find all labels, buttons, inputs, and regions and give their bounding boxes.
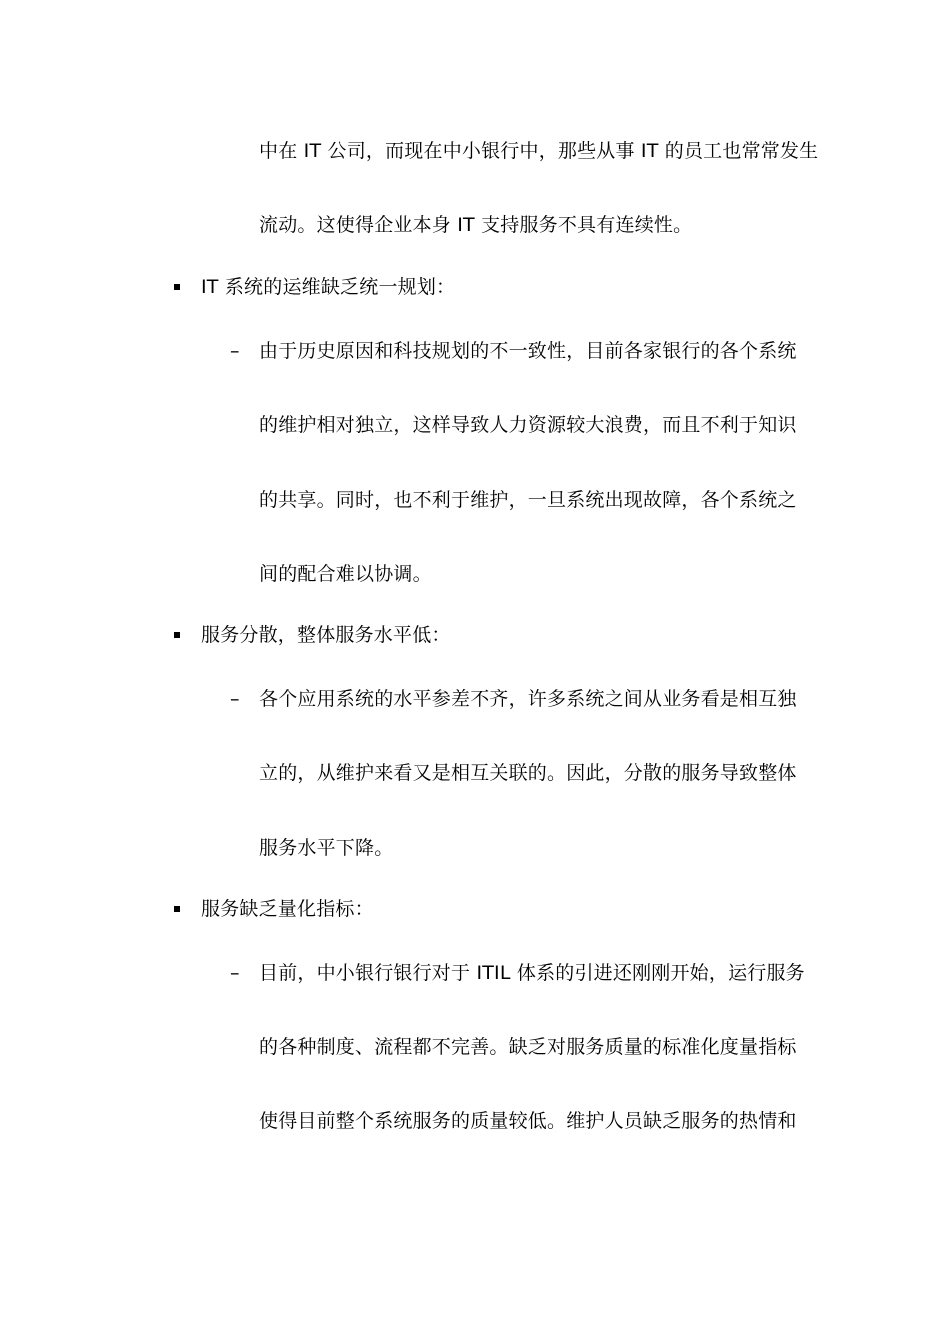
paragraph-line: 由于历史原因和科技规划的不一致性，目前各家银行的各个系统 [259,340,797,362]
paragraph-line: 的各种制度、流程都不完善。缺乏对服务质量的标准化度量指标 [259,1036,797,1058]
paragraph-line: 间的配合难以协调。 [259,563,432,585]
bullet-heading: 服务分散，整体服务水平低： [201,624,451,646]
paragraph-line: 的共享。同时，也不利于维护，一旦系统出现故障，各个系统之 [259,489,797,511]
square-bullet-icon [174,906,180,912]
paragraph-line: 各个应用系统的水平参差不齐，许多系统之间从业务看是相互独 [259,688,797,710]
paragraph-line: 目前，中小银行银行对于 ITIL 体系的引进还刚刚开始，运行服务 [259,962,805,984]
bullet-heading: 服务缺乏量化指标： [201,898,374,920]
square-bullet-icon [174,632,180,638]
dash-marker: – [230,962,240,984]
square-bullet-icon [174,284,180,290]
dash-marker: – [230,340,240,362]
paragraph-line: 使得目前整个系统服务的质量较低。维护人员缺乏服务的热情和 [259,1110,797,1132]
bullet-heading: IT 系统的运维缺乏统一规划： [201,276,456,298]
paragraph-line: 立的，从维护来看又是相互关联的。因此，分散的服务导致整体 [259,762,797,784]
paragraph-line: 中在 IT 公司，而现在中小银行中，那些从事 IT 的员工也常常发生 [259,140,819,162]
dash-marker: – [230,688,240,710]
paragraph-line: 流动。这使得企业本身 IT 支持服务不具有连续性。 [259,214,693,236]
paragraph-line: 的维护相对独立，这样导致人力资源较大浪费，而且不利于知识 [259,414,797,436]
paragraph-line: 服务水平下降。 [259,837,394,859]
